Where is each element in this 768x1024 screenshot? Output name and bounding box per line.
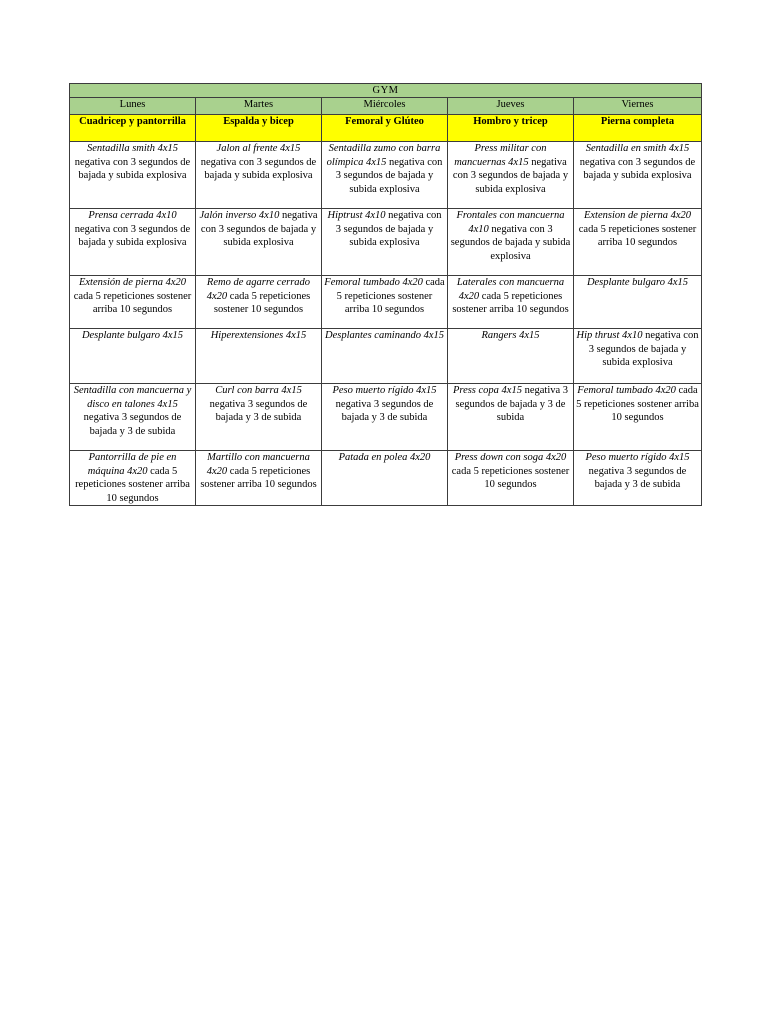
exercise-cell [196,384,322,451]
exercise-cell [574,451,702,506]
exercise-cell [322,142,448,209]
exercise-name: Pantorrilla de pie en máquina 4x20 [87,452,177,477]
exercise-name: Desplante bulgaro 4x15 [81,330,184,342]
exercise-detail: negativa con 3 segundos de bajada y subida explosiva [579,156,696,182]
exercise-cell [70,142,196,209]
exercise-name: Sentadilla smith 4x15 [87,143,178,155]
gym-routine-table [69,83,702,506]
exercise-detail: cada 5 repeticiones sostener 10 segundos [451,465,570,491]
exercise-detail: negativa con 3 segundos de bajada y subida explosiva [74,223,191,249]
exercise-row [70,329,702,384]
exercise-detail: negativa con 3 segundos de bajada y subida explosiva [588,330,699,369]
muscle-group-row [70,115,702,142]
exercise-detail: negativa 3 segundos de bajada y 3 de subida [83,412,182,437]
exercise-cell [70,451,196,506]
day-header-viernes: Viernes [574,98,702,115]
exercise-detail: negativa con 3 segundos de bajada y subida explosiva [200,156,317,182]
day-header-martes: Martes [196,98,322,115]
exercise-cell [70,384,196,451]
exercise-name: Press militar con mancuernas 4x15 [454,143,547,168]
exercise-cell [574,142,702,209]
exercise-cell [574,276,702,329]
muscle-group-lunes: Cuadricep y pantorrilla [70,115,196,142]
muscle-group-miercoles: Femoral y Glúteo [322,115,448,142]
exercise-name: Hip thrust 4x10 [576,330,643,342]
exercise-detail: cada 5 repeticiones sostener arriba 10 segundos [336,277,445,316]
exercise-cell [448,142,574,209]
table-title: GYM [70,84,702,98]
exercise-name: Peso muerto rígido 4x15 [585,452,690,464]
exercise-cell [322,384,448,451]
exercise-cell [322,209,448,276]
exercise-cell [448,209,574,276]
exercise-cell [322,451,448,506]
exercise-name: Extensión de pierna 4x20 [78,277,186,289]
exercise-detail: cada 5 repeticiones sostener arriba 10 segundos [578,223,697,249]
exercise-cell [448,329,574,384]
exercise-cell [196,451,322,506]
exercise-name: Prensa cerrada 4x10 [88,210,177,222]
exercise-detail: negativa con 3 segundos de bajada y subida explosiva [450,223,571,262]
exercise-cell [196,276,322,329]
exercise-cell [322,276,448,329]
exercise-detail: negativa con 3 segundos de bajada y subida explosiva [452,156,569,195]
exercise-name: Frontales con mancuerna 4x10 [456,210,565,235]
exercise-name: Sentadilla en smith 4x15 [585,143,690,155]
exercise-row [70,209,702,276]
exercise-name: Peso muerto rígido 4x15 [332,385,437,397]
table-title-row [70,84,702,98]
muscle-group-jueves: Hombro y tricep [448,115,574,142]
exercise-row [70,451,702,506]
exercise-cell [574,209,702,276]
exercise-name: Jalon al frente 4x15 [216,143,301,155]
exercise-cell [70,209,196,276]
exercise-name: Femoral tumbado 4x20 [324,277,423,289]
exercise-cell [70,276,196,329]
day-header-lunes: Lunes [70,98,196,115]
exercise-cell [574,329,702,384]
exercise-cell [322,329,448,384]
exercise-name: Sentadilla con mancuerna y disco en talones 4x15 [73,385,192,410]
exercise-cell [196,329,322,384]
exercise-cell [196,209,322,276]
exercise-cell [196,142,322,209]
exercise-name: Remo de agarre cerrado 4x20 [206,277,311,302]
muscle-group-martes: Espalda y bicep [196,115,322,142]
exercise-name: Press copa 4x15 [452,385,522,397]
exercise-cell [448,276,574,329]
exercise-name: Desplante bulgaro 4x15 [586,277,689,289]
exercise-row [70,276,702,329]
exercise-detail: negativa 3 segundos de bajada y 3 de subida [209,398,308,424]
exercise-name: Press down con soga 4x20 [454,452,567,464]
day-header-miercoles: Miércoles [322,98,448,115]
exercise-cell [448,384,574,451]
exercise-detail: negativa con 3 segundos de bajada y subida explosiva [335,156,443,195]
muscle-group-viernes: Pierna completa [574,115,702,142]
exercise-detail: cada 5 repeticiones sostener arriba 10 segundos [75,465,190,504]
exercise-detail: negativa 3 segundos de bajada y 3 de subida [588,465,687,491]
exercise-cell [574,384,702,451]
exercise-name: Jalón inverso 4x10 [199,210,280,222]
exercise-detail: cada 5 repeticiones sostener arriba 10 segundos [73,290,192,316]
exercise-name: Hiptrust 4x10 [327,210,386,222]
exercise-name: Desplantes caminando 4x15 [325,330,444,342]
exercise-name: Laterales con mancuerna 4x20 [456,277,565,302]
exercise-detail: cada 5 repeticiones sostener arriba 10 segundos [200,465,317,491]
exercise-cell [448,451,574,506]
exercise-row [70,384,702,451]
exercise-name: Rangers 4x15 [481,330,540,342]
exercise-detail: negativa con 3 segundos de bajada y subida explosiva [200,210,318,249]
exercise-name: Femoral tumbado 4x20 [577,385,676,397]
exercise-detail: negativa 3 segundos de bajada y 3 de subida [455,385,569,424]
exercise-name: Patada en polea 4x20 [338,452,431,464]
exercise-detail: negativa con 3 segundos de bajada y subida explosiva [74,156,191,182]
day-header-row [70,98,702,115]
exercise-cell [70,329,196,384]
day-header-jueves: Jueves [448,98,574,115]
exercise-name: Sentadilla zumo con barra olímpica 4x15 [326,143,441,168]
exercise-name: Martillo con mancuerna 4x20 [206,452,310,477]
exercise-name: Curl con barra 4x15 [215,385,302,397]
exercise-detail: negativa con 3 segundos de bajada y subida explosiva [335,210,442,249]
exercise-detail: cada 5 repeticiones sostener arriba 10 segundos [576,385,699,424]
exercise-detail: cada 5 repeticiones sostener arriba 10 segundos [452,290,569,316]
exercise-name: Hiperextensiones 4x15 [210,330,307,342]
exercise-detail: cada 5 repeticiones sostener 10 segundos [213,290,311,316]
exercise-row [70,142,702,209]
exercise-detail: negativa 3 segundos de bajada y 3 de subida [335,398,434,424]
exercise-name: Extension de pierna 4x20 [583,210,691,222]
